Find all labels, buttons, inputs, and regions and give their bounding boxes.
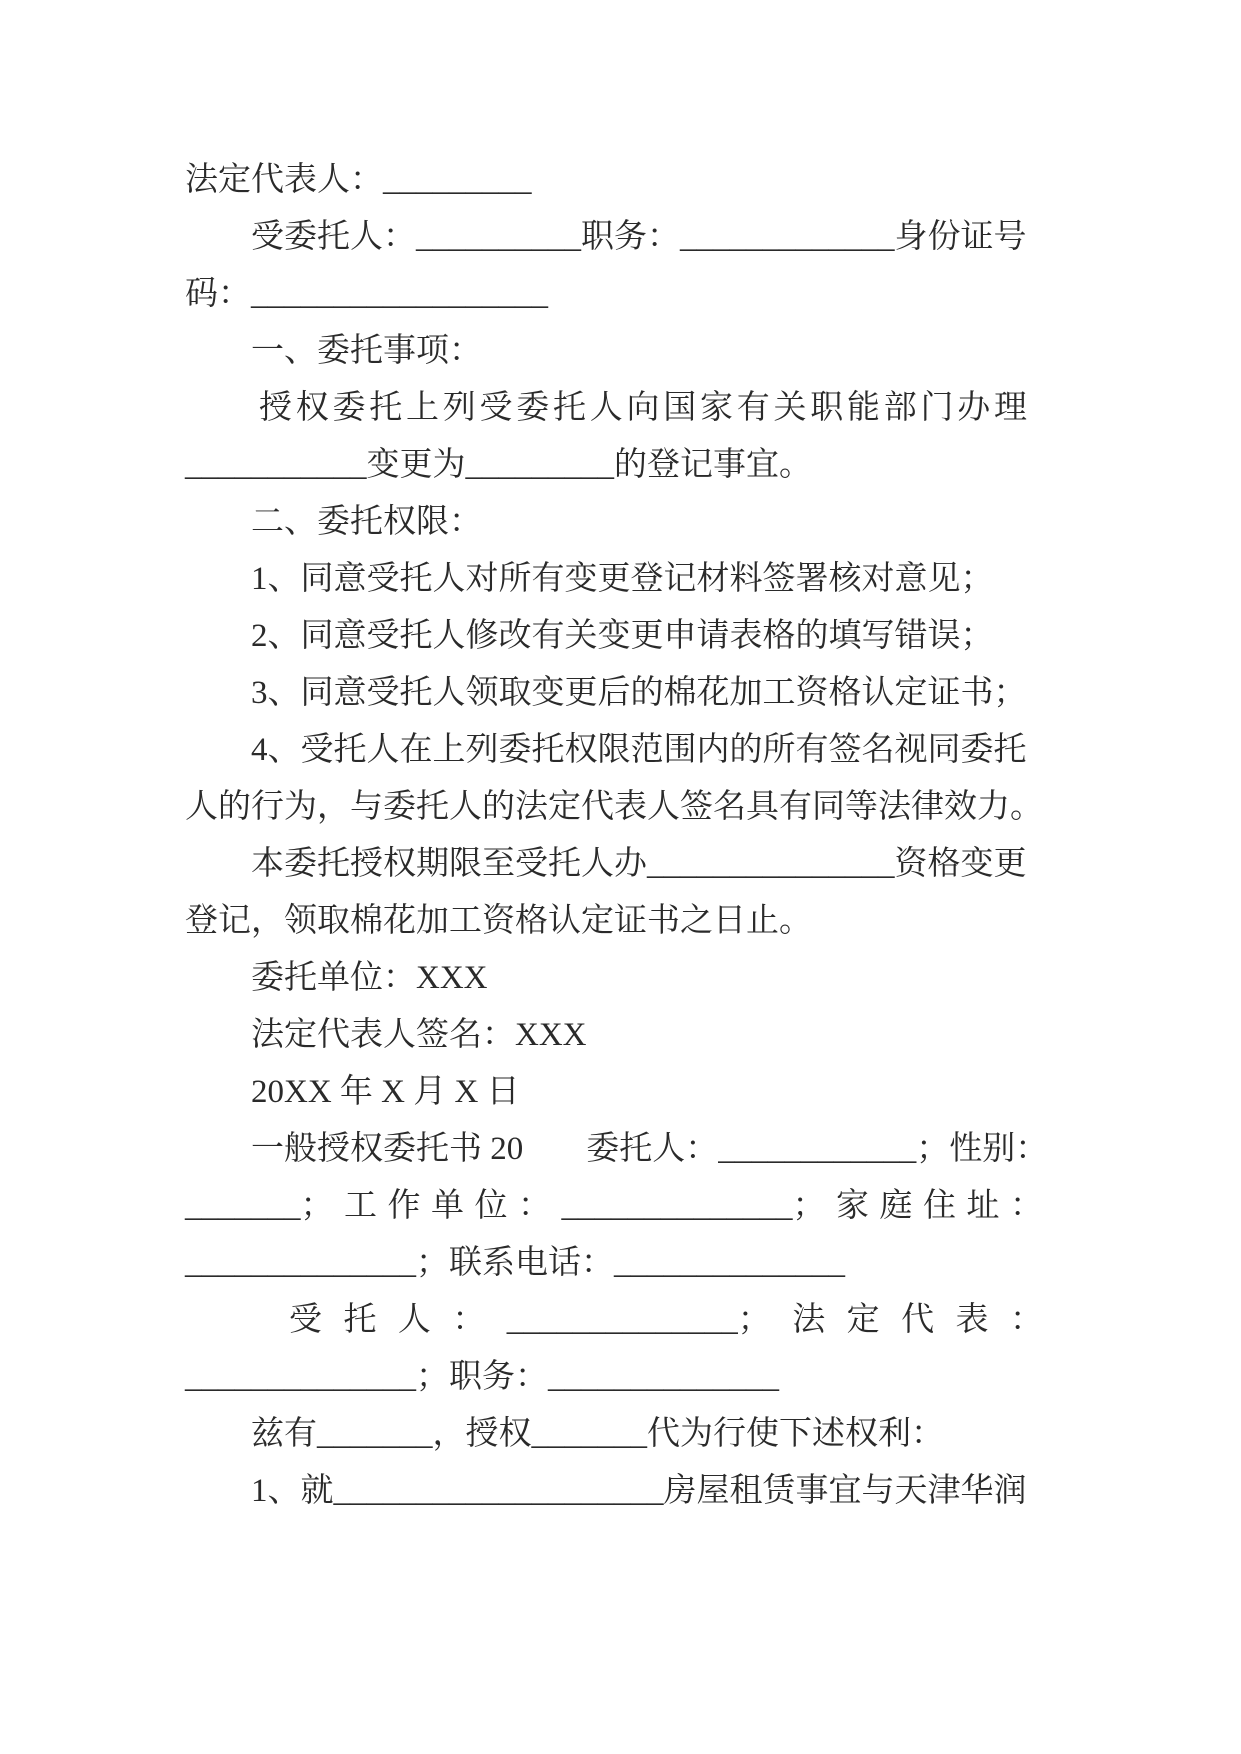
general-authorization-title: 一般授权委托书 20 xyxy=(251,1131,524,1167)
legal-representative-line: 法定代表人：_________ xyxy=(185,162,532,198)
document-body xyxy=(185,152,1049,1520)
right-item-1: 1、就____________________房屋租赁事宜与天津华润 xyxy=(251,1473,1027,1509)
principal-contact-line: ______________；联系电话：______________ xyxy=(185,1245,845,1281)
authority-item-3: 3、同意受托人领取变更后的棉花加工资格认定证书； xyxy=(251,675,1027,711)
entrusting-unit-line: 委托单位：XXX xyxy=(251,960,488,996)
authority-item-2: 2、同意受托人修改有关变更申请表格的填写错误； xyxy=(251,618,994,654)
authority-item-4-cont: 人的行为，与委托人的法定代表人签名具有同等法律效力。 xyxy=(185,789,1043,825)
general-authorization-line xyxy=(185,1121,1049,1178)
agent-position-line: ______________；职务：______________ xyxy=(185,1359,779,1395)
validity-period-text: 本委托授权期限至受托人办_______________资格变更 xyxy=(251,846,1027,882)
id-number-line: 码：__________________ xyxy=(185,276,548,312)
entrusted-matter-text: 授权委托上列受委托人向国家有关职能部门办理 xyxy=(259,390,1027,426)
section-2-heading: 二、委托权限： xyxy=(251,504,482,540)
grant-statement-line: 兹有_______，授权_______代为行使下述权利： xyxy=(251,1416,944,1452)
date-line: 20XX 年 X 月 X 日 xyxy=(251,1074,520,1110)
principal-details-line: _______；工作单位：______________；家庭住址： xyxy=(185,1188,1043,1224)
authority-item-4: 4、受托人在上列委托权限范围内的所有签名视同委托 xyxy=(251,732,1027,768)
agent-line: 受托人：______________；法定代表： xyxy=(289,1302,1043,1338)
principal-field: 委托人：____________；性别： xyxy=(586,1131,1049,1167)
entrusted-matter-text-cont: ___________变更为_________的登记事宜。 xyxy=(185,447,812,483)
section-1-heading: 一、委托事项： xyxy=(251,333,482,369)
trustee-info-line: 受委托人：__________职务：_____________身份证号 xyxy=(251,219,1027,255)
authority-item-1: 1、同意受托人对所有变更登记材料签署核对意见； xyxy=(251,561,994,597)
validity-period-text-cont: 登记，领取棉花加工资格认定证书之日止。 xyxy=(185,903,812,939)
legal-rep-signature-line: 法定代表人签名：XXX xyxy=(251,1017,587,1053)
